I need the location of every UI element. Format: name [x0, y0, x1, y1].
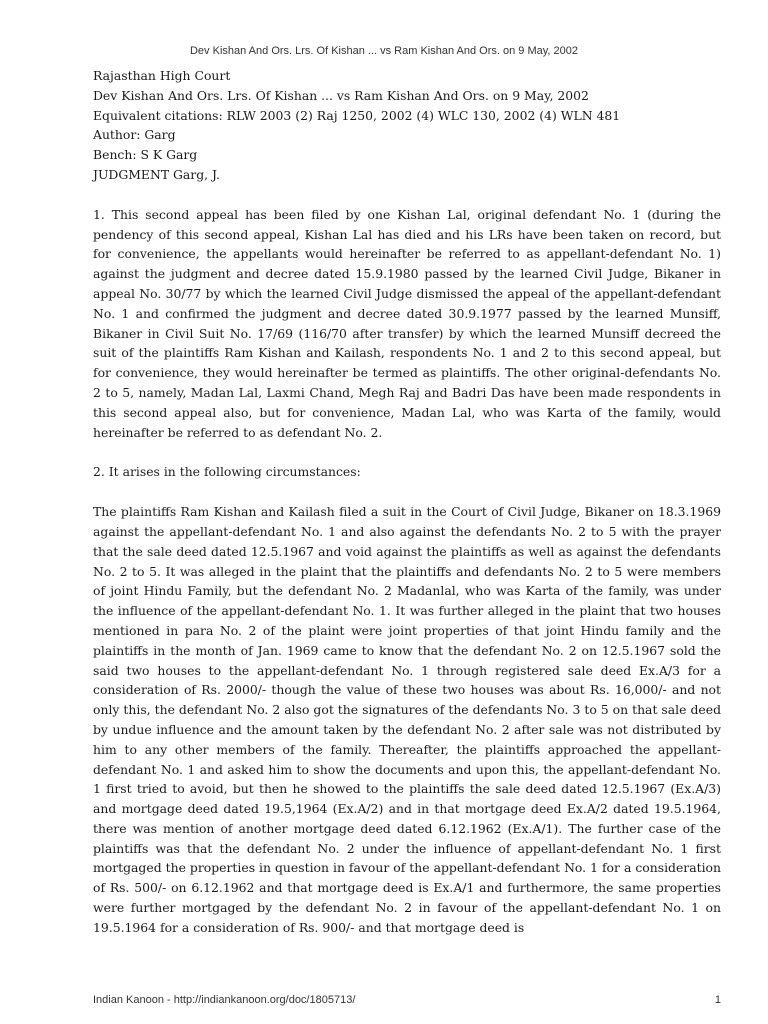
equivalent-citations: Equivalent citations: RLW 2003 (2) Raj 1250, 2002 (4) WLC 130, 2002 (4) WLN 481: [93, 107, 621, 123]
case-title: Dev Kishan And Ors. Lrs. Of Kishan ... vs Ram Kishan And Ors. on 9 May, 2002: [93, 87, 589, 103]
judgment-line: JUDGMENT Garg, J.: [93, 166, 220, 182]
footer-source-link[interactable]: Indian Kanoon - http://indiankanoon.org/doc/1805713/: [93, 994, 356, 1006]
running-header: Dev Kishan And Ors. Lrs. Of Kishan ... vs Ram Kishan And Ors. on 9 May, 2002: [189, 45, 579, 57]
paragraph-2: 2. It arises in the following circumstances:: [93, 464, 361, 480]
author-line: Author: Garg: [93, 127, 176, 143]
document-body: [93, 66, 721, 938]
bench-line: Bench: S K Garg: [93, 147, 198, 163]
court-name: Rajasthan High Court: [93, 68, 231, 83]
paragraph-1: 1. This second appeal has been filed by one Kishan Lal, original defendant No. 1 (during the pendency of this second appeal, Kishan Lal has died and his LRs have been taken on record, but for convenience, the appellants would hereinafter be referred to as appellant-defendant No. 1) against the judgment and decree dated 15.9.1980 passed by the learned Civil Judge, Bikaner in appeal No. 30/77 by which the learned Civil Judge dismissed the appeal of the appellant-defendant No. 1 and confirmed the judgment and decree dated 30.9.1977 passed by the learned Munsiff, Bikaner in Civil Suit No. 17/69 (116/70 after transfer) by which the learned Munsiff decreed the suit of the plaintiffs Ram Kishan and Kailash, respondents No. 1 and 2 to this second appeal, but for convenience, they would hereinafter be termed as plaintiffs. The other original-defendants No. 2 to 5, namely, Madan Lal, Laxmi Chand, Megh Raj and Badri Das have been made respondents in this second appeal also, but for convenience, Madan Lal, who was Karta of the family, would hereinafter be referred to as defendant No. 2.: [93, 206, 721, 440]
page-number: 1: [714, 994, 721, 1006]
running-footer: [93, 994, 721, 1006]
paragraph-3: The plaintiffs Ram Kishan and Kailash filed a suit in the Court of Civil Judge, Bikaner on 18.3.1969 against the appellant-defendant No. 1 and also against the defendants No. 2 to 5 with the prayer that the sale deed dated 12.5.1967 and void against the plaintiffs as well as against the defendants No. 2 to 5. It was alleged in the plaint that the plaintiffs and defendants No. 2 to 5 were members of joint Hindu Family, but the defendant No. 2 Madanlal, who was Karta of the family, was under the influence of the appellant-defendant No. 1. It was further alleged in the plaint that two houses mentioned in para No. 2 of the plaint were joint properties of that joint Hindu family and the plaintiffs in the month of Jan. 1969 came to know that the defendant No. 2 on 12.5.1967 sold the said two houses to the appellant-defendant No. 1 through registered sale deed Ex.A/3 for a consideration of Rs. 2000/- though the value of these two houses was about Rs. 16,000/- and not only this, the defendant No. 2 also got the signatures of the defendants No. 3 to 5 on that sale deed by undue influence and the amount taken by the defendant No. 2 after sale was not distributed by him to any other members of the family. Thereafter, the plaintiffs approached the appellant-defendant No. 1 and asked him to show the documents and upon this, the appellant-defendant No. 1 first tried to avoid, but then he showed to the plaintiffs the sale deed dated 12.5.1967 (Ex.A/3) and mortgage deed dated 19.5,1964 (Ex.A/2) and in that mortgage deed Ex.A/2 dated 19.5.1964, there was mention of another mortgage deed dated 6.12.1962 (Ex.A/1). The further case of the plaintiffs was that the defendant No. 2 under the influence of appellant-defendant No. 1 first mortgaged the properties in question in favour of the appellant-defendant No. 1 for a consideration of Rs. 500/- on 6.12.1962 and that mortgage deed is Ex.A/1 and furthermore, the same properties were further mortgaged by the defendant No. 2 in favour of the appellant-defendant No. 1 on 19.5.1964 for a consideration of Rs. 900/- and that mortgage deed is: [93, 504, 721, 935]
